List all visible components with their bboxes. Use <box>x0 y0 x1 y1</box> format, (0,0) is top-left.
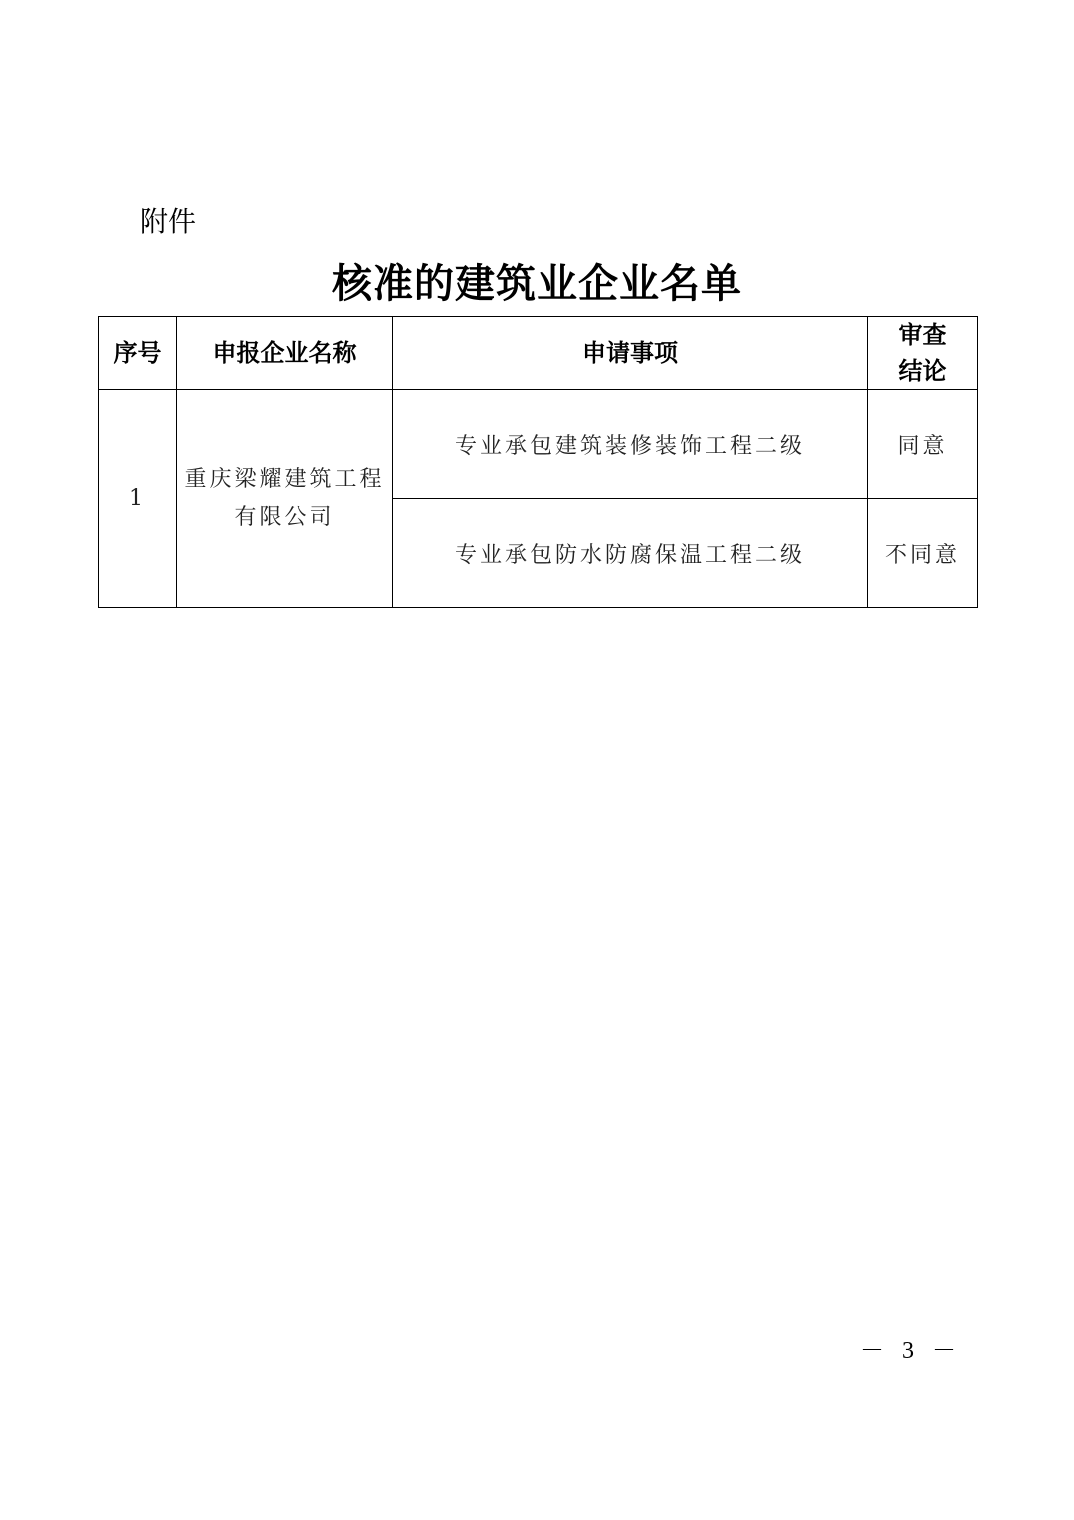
cell-seq: 1 <box>99 390 177 608</box>
page-title: 核准的建筑业企业名单 <box>332 260 742 307</box>
cell-result: 不同意 <box>868 499 978 608</box>
header-result-label: 审查结论 <box>898 321 947 385</box>
header-company: 申报企业名称 <box>177 317 393 390</box>
cell-item: 专业承包防水防腐保温工程二级 <box>393 499 868 608</box>
attachment-label: 附件 <box>140 205 197 238</box>
cell-company: 重庆梁耀建筑工程有限公司 <box>177 390 393 608</box>
header-item: 申请事项 <box>393 317 868 390</box>
enterprise-table <box>98 316 978 608</box>
table-row <box>99 390 978 499</box>
header-seq: 序号 <box>99 317 177 390</box>
page-number: － 3 － <box>860 1338 962 1364</box>
header-result <box>868 317 978 390</box>
cell-result: 同意 <box>868 390 978 499</box>
table-header-row <box>99 317 978 390</box>
cell-item: 专业承包建筑装修装饰工程二级 <box>393 390 868 499</box>
